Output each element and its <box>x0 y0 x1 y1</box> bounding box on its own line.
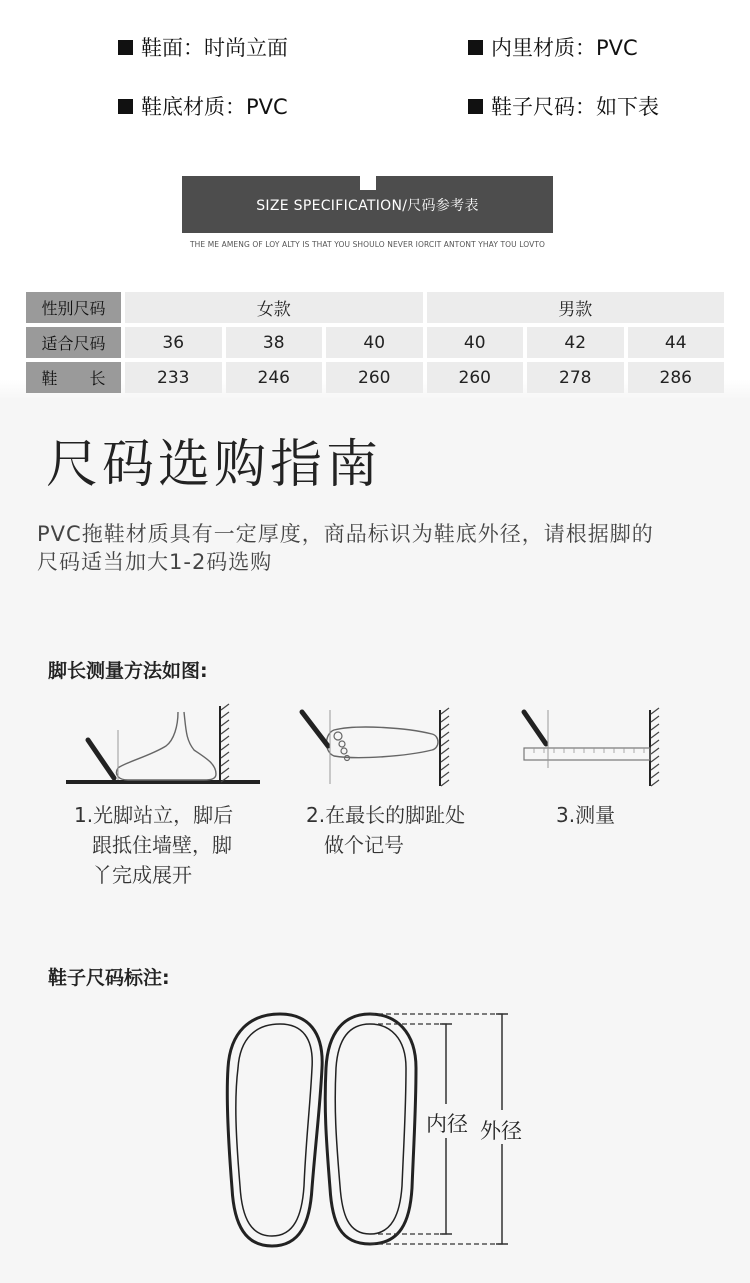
size-cell: 44 <box>628 327 725 358</box>
table-row <box>26 362 724 393</box>
step-2-line-2: 做个记号 <box>324 833 404 857</box>
row-header-length: 鞋 长 <box>26 362 121 393</box>
attr-sole <box>118 91 288 121</box>
attr-sole-label: 鞋底材质：PVC <box>141 95 288 119</box>
guide-note: PVC拖鞋材质具有一定厚度，商品标识为鞋底外径，请根据脚的尺码适当加大1-2码选购 <box>37 522 654 574</box>
square-bullet-icon <box>468 99 483 114</box>
measure-heading: 脚长测量方法如图: <box>48 660 208 682</box>
table-row <box>26 327 724 358</box>
gender-men: 男款 <box>427 292 725 323</box>
size-table <box>22 288 728 397</box>
banner-notch <box>360 176 376 190</box>
length-cell: 260 <box>326 362 423 393</box>
step-1-line-3: 丫完成展开 <box>92 863 192 887</box>
size-cell: 36 <box>125 327 222 358</box>
size-cell: 38 <box>226 327 323 358</box>
step-1-caption <box>74 800 233 890</box>
attr-lining <box>468 32 638 62</box>
attr-lining-label: 内里材质：PVC <box>491 36 638 60</box>
step-1-line-1: 1.光脚站立，脚后 <box>74 803 234 827</box>
square-bullet-icon <box>468 40 483 55</box>
step-2-caption <box>306 800 465 860</box>
attr-size <box>468 91 659 121</box>
length-cell: 286 <box>628 362 725 393</box>
step-2-line-1: 2.在最长的脚趾处 <box>306 803 466 827</box>
inner-diameter-label: 内径 <box>426 1112 468 1136</box>
banner-title: SIZE SPECIFICATION/尺码参考表 <box>256 197 479 214</box>
square-bullet-icon <box>118 40 133 55</box>
length-cell: 278 <box>527 362 624 393</box>
size-cell: 40 <box>427 327 524 358</box>
row-header-gender: 性别尺码 <box>26 292 121 323</box>
banner-subtitle: THE ME AMENG OF LOY ALTY IS THAT YOU SHOULO NEVER IORCIT ANTONT YHAY TOU LOVTO <box>189 240 546 249</box>
guide-title: 尺码选购指南 <box>46 435 383 495</box>
step-3-caption <box>556 800 615 830</box>
attr-upper <box>118 32 288 62</box>
size-cell: 42 <box>527 327 624 358</box>
length-cell: 260 <box>427 362 524 393</box>
row-header-size: 适合尺码 <box>26 327 121 358</box>
length-cell: 246 <box>226 362 323 393</box>
length-cell: 233 <box>125 362 222 393</box>
gender-women: 女款 <box>125 292 423 323</box>
outer-diameter-label: 外径 <box>480 1119 522 1143</box>
foot-top-icon <box>298 706 468 796</box>
size-cell: 40 <box>326 327 423 358</box>
foot-side-icon <box>66 700 266 790</box>
table-row <box>26 292 724 323</box>
step-1-line-2: 跟抵住墙壁，脚 <box>92 833 232 857</box>
attr-size-label: 鞋子尺码：如下表 <box>491 95 659 119</box>
square-bullet-icon <box>118 99 133 114</box>
ruler-icon <box>520 706 670 796</box>
step-3-line-1: 3.测量 <box>556 803 616 827</box>
annotation-heading: 鞋子尺码标注: <box>48 967 170 989</box>
attr-upper-label: 鞋面：时尚立面 <box>141 36 288 60</box>
